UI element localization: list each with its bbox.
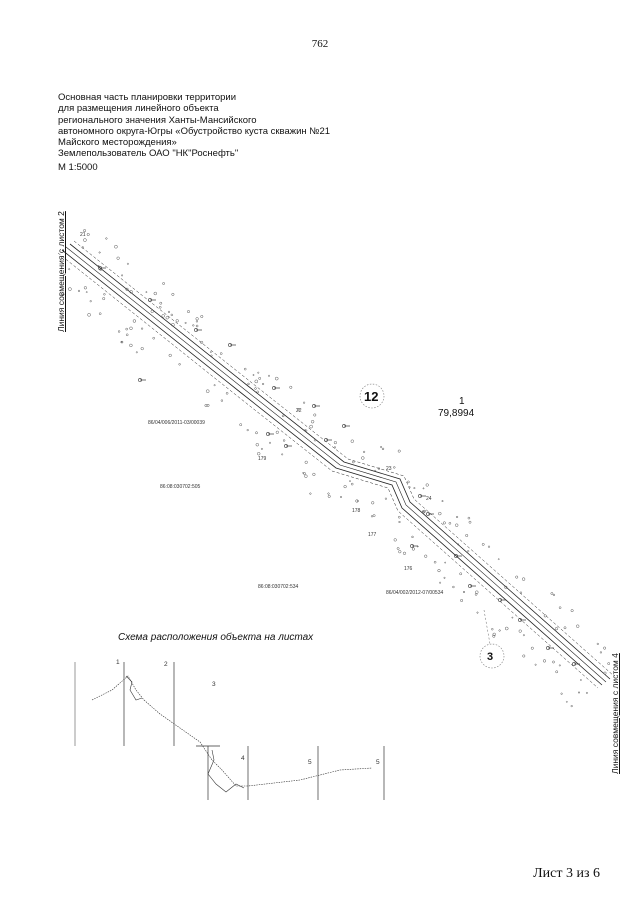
terrain-dot	[196, 321, 198, 323]
terrain-dot	[373, 515, 375, 517]
terrain-dot	[394, 539, 397, 542]
terrain-dot	[403, 552, 406, 555]
terrain-dot	[374, 470, 376, 472]
terrain-dot	[127, 263, 128, 264]
terrain-dot	[443, 522, 445, 524]
terrain-dot	[282, 454, 283, 455]
terrain-dot	[460, 573, 462, 575]
terrain-dot	[519, 630, 522, 633]
terrain-dot	[255, 380, 258, 383]
schema-title: Схема расположения объекта на листах	[118, 632, 314, 643]
map-scale: М 1:5000	[58, 162, 98, 173]
terrain-dot	[438, 512, 441, 515]
terrain-dot	[253, 374, 254, 375]
terrain-dot	[380, 446, 381, 447]
terrain-dot	[98, 265, 99, 266]
terrain-dot	[334, 441, 337, 444]
terrain-dot	[114, 245, 117, 248]
terrain-dot	[564, 627, 566, 629]
title-line: Майского месторождения»	[58, 137, 177, 149]
terrain-dot	[262, 383, 264, 385]
terrain-dot	[426, 484, 429, 487]
terrain-dot	[371, 502, 374, 505]
cadastral-label: 86:08:030702:505	[160, 484, 201, 490]
terrain-dot	[84, 287, 87, 290]
terrain-dot	[424, 555, 427, 558]
terrain-dot	[351, 483, 353, 485]
terrain-dot	[210, 352, 211, 353]
survey-symbols	[98, 266, 580, 665]
route-corridor	[58, 241, 614, 688]
terrain-dot	[385, 498, 387, 500]
terrain-dot	[580, 679, 581, 680]
terrain-dot	[491, 628, 493, 630]
terrain-dot	[334, 447, 336, 449]
terrain-dot	[162, 315, 165, 318]
schema-sheet-label: 2	[164, 661, 168, 668]
schema-sheet-label: 3	[212, 681, 216, 688]
parcel-number: 1	[459, 396, 465, 407]
terrain-dot	[126, 328, 128, 330]
terrain-dot	[363, 451, 365, 453]
terrain-dot	[305, 461, 308, 464]
terrain-dot	[305, 475, 308, 478]
terrain-dot	[604, 672, 606, 674]
terrain-dot	[146, 292, 147, 293]
terrain-dot	[168, 311, 170, 313]
terrain-dot	[449, 522, 451, 524]
sheet-layout-schema	[75, 662, 384, 800]
terrain-dot	[597, 643, 599, 645]
terrain-dot	[566, 701, 567, 702]
terrain-dot	[99, 313, 101, 315]
terrain-dot	[488, 546, 490, 548]
terrain-dot	[571, 705, 573, 707]
match-line-right-label: Линия совмещения с листом 4	[610, 653, 620, 774]
terrain-dot	[556, 671, 558, 673]
terrain-dot	[423, 488, 424, 489]
terrain-dot	[63, 294, 64, 295]
terrain-dot	[104, 293, 106, 295]
terrain-dot	[456, 516, 458, 518]
terrain-dot	[247, 429, 249, 431]
terrain-dot	[310, 493, 312, 495]
sheet-footer: Лист 3 из 6	[533, 866, 600, 881]
terrain-dot	[442, 500, 443, 501]
terrain-dot	[482, 543, 484, 545]
terrain-dot	[559, 607, 561, 609]
match-line-left-label: Линия совмещения с листом 2	[56, 211, 66, 332]
schema-sheet-label: 1	[116, 659, 120, 666]
terrain-dot	[103, 297, 105, 299]
terrain-dot	[259, 377, 261, 379]
terrain-dot	[467, 550, 469, 552]
terrain-dot	[276, 431, 279, 434]
terrain-dot	[118, 331, 120, 333]
terrain-dot	[328, 495, 330, 497]
terrain-dot	[283, 440, 285, 442]
terrain-dot	[460, 599, 462, 601]
terrain-dot	[133, 320, 136, 323]
point-label: 178	[352, 508, 361, 514]
title-line: регионального значения Ханты-Мансийского	[58, 114, 257, 126]
terrain-dot	[555, 627, 558, 630]
point-label: 21	[80, 232, 86, 238]
terrain-dot	[351, 440, 354, 443]
schema-sheet-label: 5	[308, 759, 312, 766]
terrain-dot	[275, 377, 278, 380]
terrain-dot	[240, 424, 242, 426]
terrain-dot	[310, 425, 313, 428]
terrain-dot	[463, 591, 465, 593]
terrain-dot	[313, 473, 316, 476]
terrain-dot	[499, 630, 501, 632]
terrain-dot	[136, 352, 137, 353]
terrain-dot	[196, 325, 198, 327]
terrain-dot	[166, 317, 169, 320]
point-label: 22	[296, 408, 302, 414]
cadastral-label: 86/04/002/2012-07/00534	[386, 590, 444, 596]
point-label: 177	[368, 532, 377, 538]
terrain-dot	[187, 310, 189, 312]
terrain-dot	[176, 320, 179, 323]
page-number: 762	[311, 38, 329, 50]
terrain-dot	[151, 310, 154, 313]
terrain-dot	[576, 625, 579, 628]
terrain-dot	[561, 693, 563, 695]
terrain-dot	[361, 457, 364, 460]
terrain-dot	[414, 487, 415, 488]
terrain-dot	[172, 293, 174, 295]
terrain-dot	[130, 344, 133, 347]
terrain-dot	[531, 647, 533, 649]
terrain-dot	[434, 561, 436, 563]
terrain-dot	[214, 385, 215, 386]
terrain-dot	[522, 578, 525, 581]
terrain-dot	[163, 282, 165, 284]
terrain-dot	[397, 547, 399, 549]
terrain-dot	[407, 481, 409, 483]
terrain-dot	[255, 432, 257, 434]
terrain-dot	[159, 306, 161, 308]
terrain-dot	[371, 516, 373, 518]
terrain-dot	[171, 314, 173, 316]
terrain-dot	[603, 647, 605, 649]
terrain-dot	[130, 327, 133, 330]
terrain-dot	[314, 414, 316, 416]
terrain-dot	[412, 536, 414, 538]
terrain-dot	[468, 517, 470, 519]
terrain-dot	[505, 627, 508, 630]
terrain-dot	[257, 391, 259, 393]
parcel-area: 79,8994	[438, 408, 475, 419]
terrain-dot	[196, 318, 199, 321]
terrain-dot	[493, 633, 496, 636]
terrain-dot	[87, 233, 89, 235]
title-line: для размещения линейного объекта	[58, 103, 219, 115]
terrain-dot	[220, 353, 222, 355]
terrain-dot	[126, 334, 128, 336]
terrain-dot	[154, 292, 157, 295]
quarter-number: 12	[364, 389, 379, 404]
terrain-dot	[553, 594, 555, 596]
terrain-dot	[303, 402, 305, 404]
terrain-dot	[469, 521, 471, 523]
terrain-dot	[86, 292, 87, 293]
terrain-dot	[88, 313, 91, 316]
terrain-dot	[543, 660, 546, 663]
cadastral-label: 86:08:030702:534	[258, 584, 299, 590]
terrain-dot	[344, 485, 347, 488]
terrain-dot	[179, 363, 181, 365]
terrain-dot	[382, 448, 384, 450]
terrain-dot	[516, 576, 518, 578]
sheet-number: 3	[487, 651, 494, 663]
terrain-dot	[257, 452, 260, 455]
terrain-dot	[466, 534, 468, 536]
terrain-dot	[608, 663, 610, 665]
terrain-dot	[269, 442, 270, 443]
terrain-dot	[475, 593, 477, 595]
point-label: 24	[426, 496, 432, 502]
schema-sheet-label: 5	[376, 759, 380, 766]
terrain-dot	[412, 548, 415, 551]
terrain-dot	[106, 238, 108, 240]
terrain-dot	[409, 487, 410, 488]
point-label: 176	[404, 566, 413, 572]
terrain-dot	[512, 617, 513, 618]
terrain-dot	[141, 328, 143, 330]
terrain-dot	[328, 493, 330, 495]
terrain-dot	[559, 665, 560, 666]
terrain-dot	[340, 496, 341, 497]
schema-sheet-label: 4	[241, 755, 245, 762]
terrain-dot	[444, 577, 445, 578]
terrain-dot	[523, 635, 524, 636]
terrain-dot	[83, 239, 86, 242]
terrain-dot	[282, 415, 284, 417]
terrain-dot	[393, 467, 395, 469]
cadastral-label: 86/04/006/2011-03/00039	[148, 420, 205, 426]
title-line: Землепользователь ОАО "НК"Роснефть"	[58, 148, 239, 160]
terrain-dot	[349, 481, 350, 482]
terrain-dot	[475, 591, 478, 594]
terrain-dot	[256, 443, 259, 446]
terrain-dot	[477, 612, 478, 613]
terrain-dot	[498, 559, 499, 560]
terrain-dot	[261, 448, 262, 449]
terrain-dot	[169, 354, 172, 357]
terrain-dot	[226, 392, 228, 394]
terrain-dot	[352, 461, 354, 463]
terrain-dot	[552, 661, 554, 663]
terrain-dot	[160, 302, 162, 304]
terrain-dot	[69, 269, 70, 270]
terrain-dot	[578, 692, 579, 693]
terrain-dot	[221, 400, 223, 402]
terrain-dot	[211, 355, 213, 357]
terrain-dot	[268, 375, 269, 376]
terrain-dot	[68, 288, 71, 291]
point-label: 23	[386, 466, 392, 472]
terrain-dot	[303, 472, 304, 473]
terrain-dot	[153, 337, 155, 339]
terrain-dot	[141, 347, 144, 350]
terrain-dot	[551, 592, 553, 594]
terrain-dot	[290, 386, 292, 388]
terrain-dot	[399, 521, 401, 523]
terrain-dot	[535, 664, 536, 665]
terrain-dot	[121, 341, 122, 342]
terrain-dot	[78, 290, 80, 292]
terrain-dot	[90, 300, 92, 302]
terrain-dot	[185, 322, 186, 323]
terrain-dot	[453, 586, 455, 588]
terrain-dot	[121, 275, 122, 276]
terrain-dot	[586, 692, 587, 693]
point-label: 179	[258, 456, 267, 462]
terrain-dot	[399, 550, 402, 553]
terrain-dot	[445, 562, 446, 563]
terrain-dot	[398, 516, 400, 518]
terrain-dot	[193, 325, 195, 327]
terrain-dot	[311, 420, 314, 423]
terrain-dot	[357, 500, 358, 501]
terrain-dot	[201, 315, 203, 317]
terrain-dot	[600, 652, 602, 654]
title-line: Основная часть планировки территории	[58, 92, 237, 103]
terrain-dot	[248, 383, 250, 385]
terrain-dot	[571, 609, 573, 611]
terrain-dot	[255, 388, 257, 390]
terrain-dot	[244, 368, 246, 370]
terrain-dot	[99, 252, 100, 253]
terrain-dot	[117, 257, 120, 260]
terrain-dot	[455, 524, 458, 527]
terrain-dot	[258, 372, 259, 373]
terrain-dot	[523, 655, 525, 657]
terrain-dot	[439, 582, 440, 583]
leader-line	[484, 610, 490, 644]
title-line: автономного округа-Югры «Обустройство куста скважин №21	[58, 125, 331, 137]
terrain-dot	[206, 390, 209, 393]
terrain-dot	[438, 569, 441, 572]
terrain-dot	[398, 450, 400, 452]
